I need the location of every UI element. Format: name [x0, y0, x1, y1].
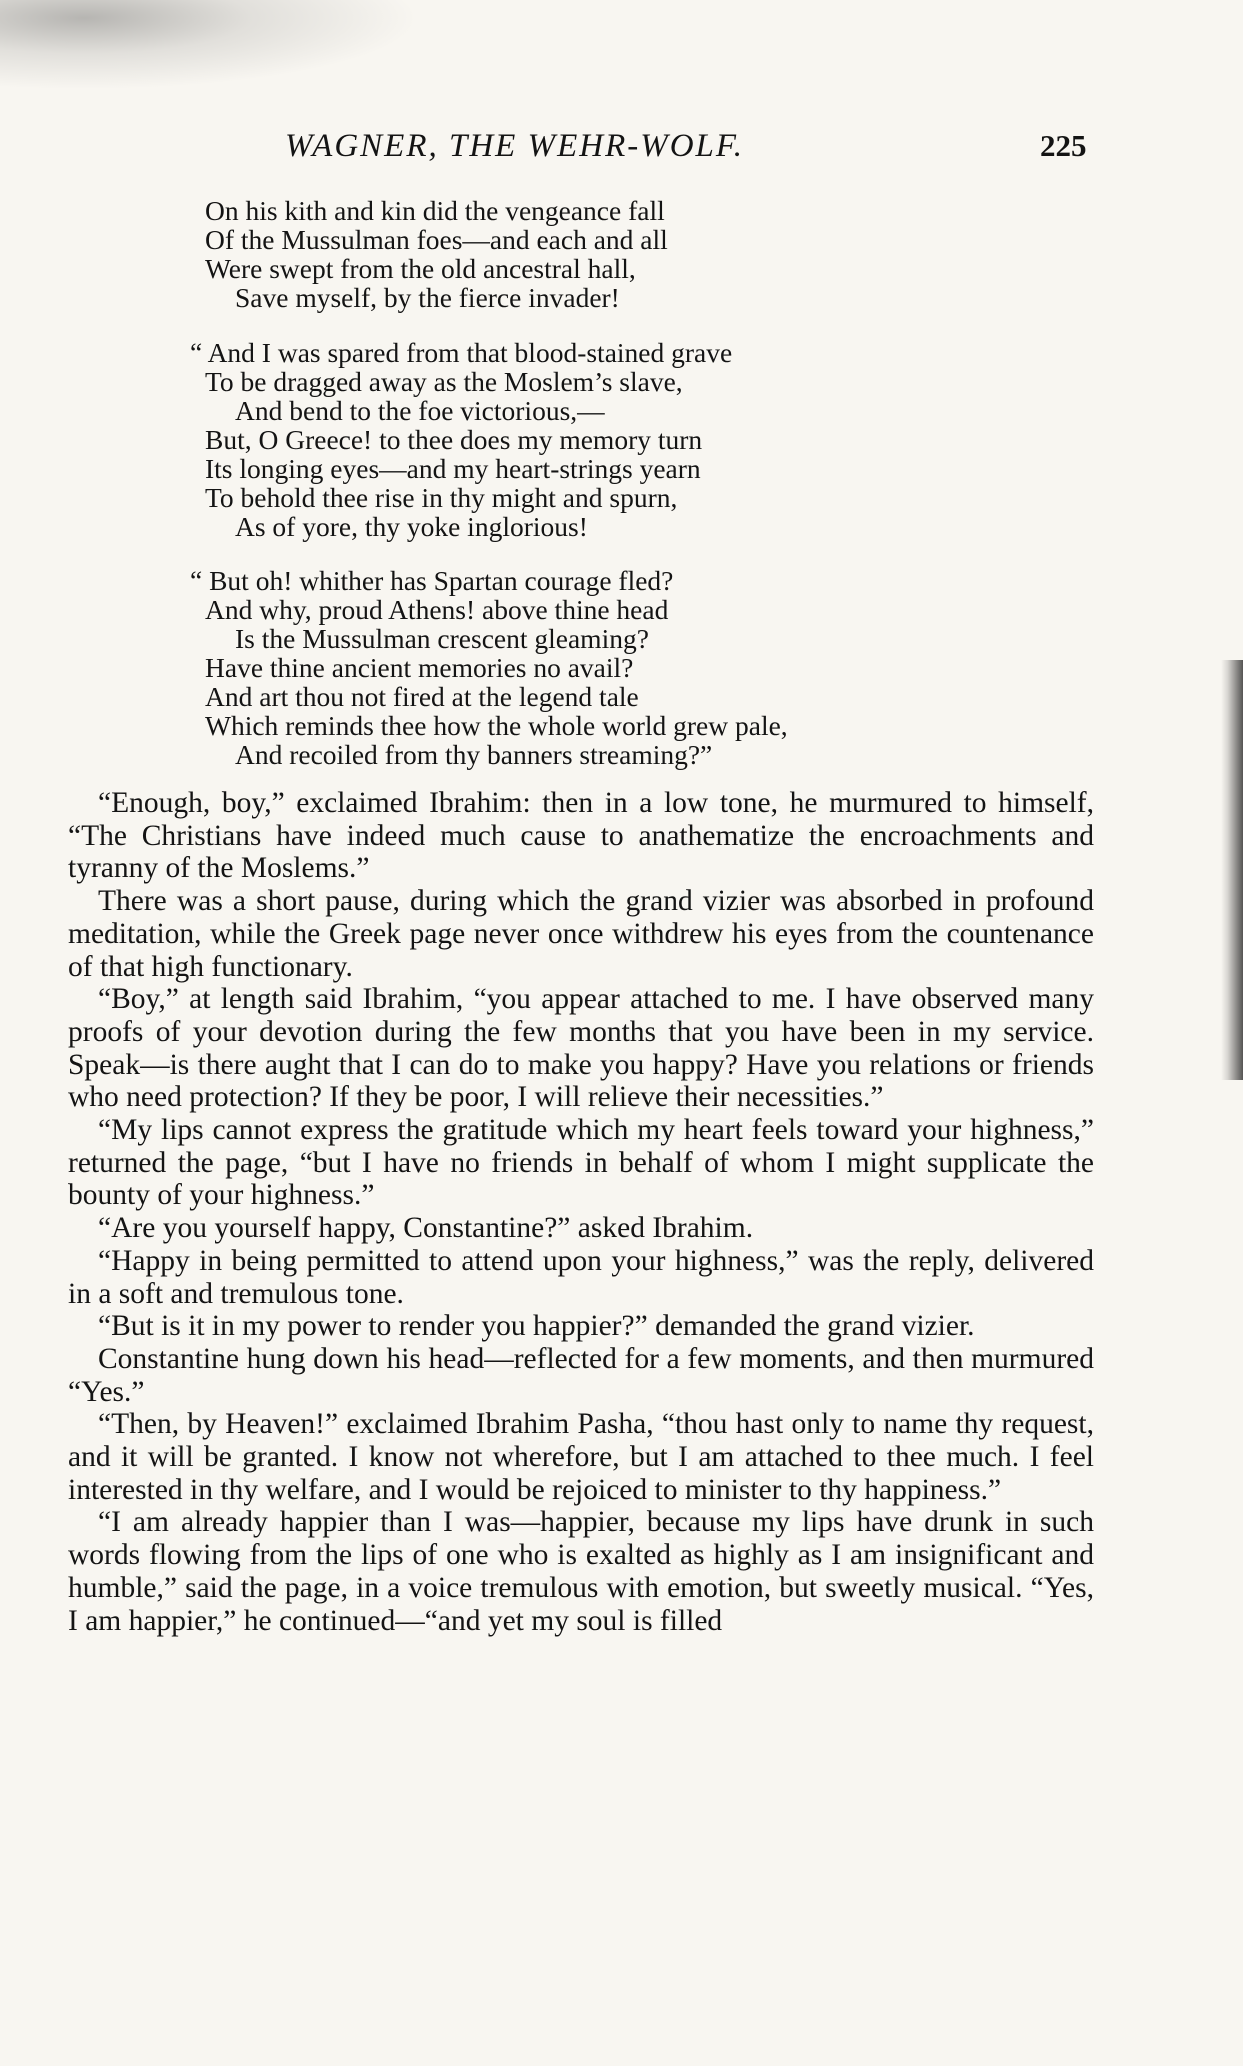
verse-stanza-2 [190, 337, 1105, 542]
verse-line: Is the Mussulman crescent gleaming? [235, 623, 649, 654]
verse-line: And art thou not fired at the legend tale [205, 681, 639, 712]
page-edge-shadow [1221, 660, 1243, 1080]
paragraph: There was a short pause, during which the grand vizier was absorbed in profound meditation, while the Greek page never once withdrew his eyes from the countenance of that high functionary. [68, 885, 1094, 983]
verse-line: And recoiled from thy banners streaming?” [235, 739, 713, 770]
verse-line: And bend to the foe victorious,— [235, 395, 605, 426]
paragraph: “Enough, boy,” exclaimed Ibrahim: then in a low tone, he murmured to himself, “The Christians have indeed much cause to anathematize the encroachments and tyranny of the Moslems.” [68, 787, 1094, 885]
running-title: WAGNER, THE WEHR-WOLF. [285, 128, 745, 164]
verse-line: To behold thee rise in thy might and spurn, [205, 482, 678, 513]
verse-line: Save myself, by the fierce invader! [235, 282, 620, 313]
verse-line: Which reminds thee how the whole world grew pale, [205, 710, 788, 741]
verse-stanza-1 [205, 196, 1105, 312]
verse-line: Have thine ancient memories no avail? [205, 652, 634, 683]
paragraph: “My lips cannot express the gratitude which my heart feels toward your highness,” returned the page, “but I have no friends in behalf of whom I might supplicate the bounty of your highness.” [68, 1114, 1094, 1212]
verse-line: “ And I was spared from that blood-stained grave [190, 337, 733, 368]
paragraph: “I am already happier than I was—happier, because my lips have drunk in such words flowing from the lips of one who is exalted as highly as I am insignificant and humble,” said the page, in a voice tremulous with emotion, but sweetly musical. “Yes, I am happier,” he continued—“and yet my soul is filled [68, 1506, 1094, 1637]
verse-line: And why, proud Athens! above thine head [205, 594, 669, 625]
verse-line: But, O Greece! to thee does my memory turn [205, 424, 703, 455]
paragraph: “Happy in being permitted to attend upon your highness,” was the reply, delivered in a soft and tremulous tone. [68, 1244, 1094, 1310]
page-number: 225 [1040, 128, 1087, 163]
paragraph: “But is it in my power to render you happier?” demanded the grand vizier. [98, 1310, 975, 1343]
verse-stanza-3 [190, 565, 1105, 770]
scan-speckle [0, 0, 420, 90]
verse-line: Of the Mussulman foes—and each and all [205, 224, 668, 255]
page-header [0, 128, 1243, 176]
paragraph: Constantine hung down his head—reflected for a few moments, and then murmured “Yes.” [68, 1342, 1094, 1408]
prose-body [68, 787, 1094, 1637]
paragraph: “Then, by Heaven!” exclaimed Ibrahim Pasha, “thou hast only to name thy request, and it will be granted. I know not wherefore, but I am attached to thee much. I feel interested in thy welfare, and I would be rejoiced to minister to thy happiness.” [68, 1408, 1094, 1506]
verse-line: As of yore, thy yoke inglorious! [235, 511, 588, 542]
verse-line: On his kith and kin did the vengeance fall [205, 195, 665, 226]
verse-line: Its longing eyes—and my heart-strings yearn [205, 453, 701, 484]
verse-line: “ But oh! whither has Spartan courage fled? [190, 565, 674, 596]
verse-line: Were swept from the old ancestral hall, [205, 253, 636, 284]
paragraph: “Boy,” at length said Ibrahim, “you appear attached to me. I have observed many proofs of your devotion during the few months that you have been in my service. Speak—is there aught that I can do to make you happy? Have you relations or friends who need protection? If they be poor, I will relieve their necessities.” [68, 983, 1094, 1114]
paragraph: “Are you yourself happy, Constantine?” asked Ibrahim. [98, 1212, 754, 1245]
verse-line: To be dragged away as the Moslem’s slave, [205, 366, 683, 397]
